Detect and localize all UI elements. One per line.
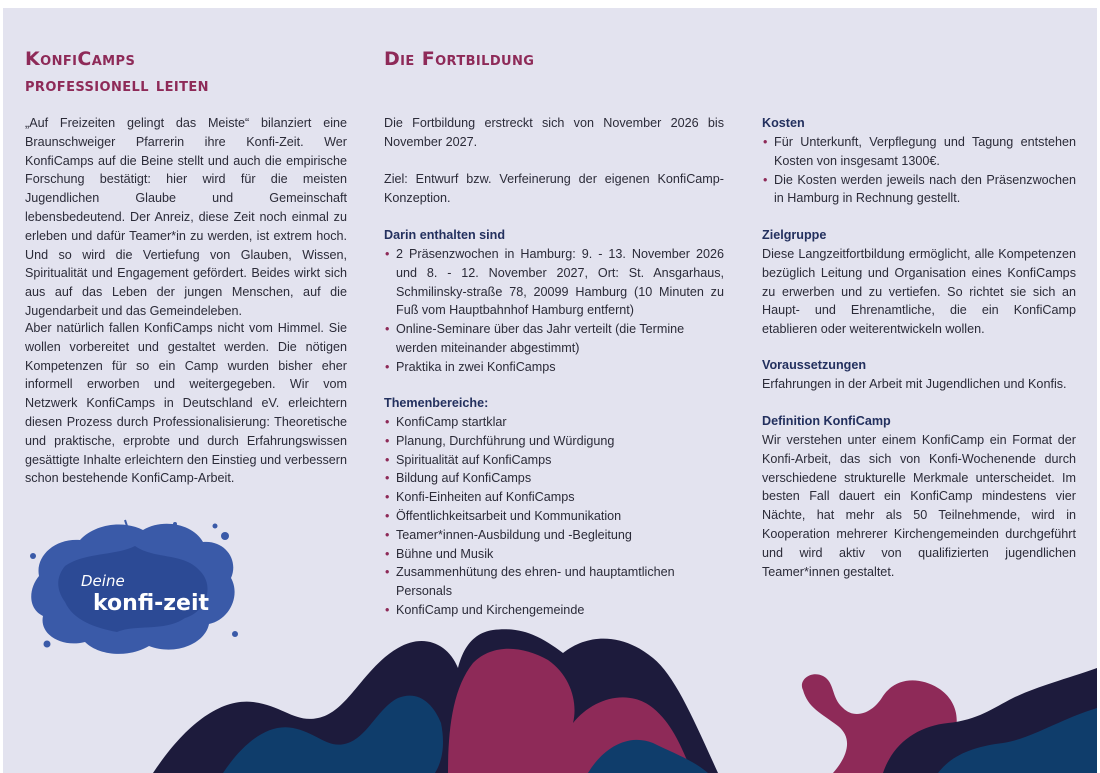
list-item: • Praktika in zwei KonfiCamps [384,358,724,377]
list-item: • Die Kosten werden jeweils nach den Präsenzwochen in Hamburg in Rechnung gestellt. [762,171,1076,209]
list-item: • KonfiCamp startklar [384,413,724,432]
definition-text: Wir verstehen unter einem KonfiCamp ein Format der Konfi-Arbeit, das sich von Konfi-Wochenende durch verschiedene strukturelle Merkmale unterscheidet. Im besten Fall dauert ein KonfiCamp mindestens vier Nächte, hat mehr als 50 Teilnehmende, wird in Kooperation mehrerer Kirchengemeinden durchgeführt und wird aktiv von qualifizierten jugendlichen Teamer*innen gestaltet. [762,433,1076,579]
training-intro: Die Fortbildung erstreckt sich von November 2026 bis November 2027. [384,116,724,149]
list-item: • Bildung auf KonfiCamps [384,469,724,488]
list-item: • Für Unterkunft, Verpflegung und Tagung entstehen Kosten von insgesamt 1300€. [762,133,1076,171]
target-heading: Zielgruppe [762,228,827,242]
requirements-text: Erfahrungen in der Arbeit mit Jugendlichen und Konfis. [762,377,1067,391]
requirements-heading: Voraussetzungen [762,358,867,372]
brochure-sheet [3,8,1097,773]
list-item: • Konfi-Einheiten auf KonfiCamps [384,488,724,507]
intro-paragraph-1: „Auf Freizeiten gelingt das Meiste“ bilanziert eine Braunschweiger Pfarrerin ihre Konfi-Zeit. Wer KonfiCamps auf die Beine stellt und auch die empirische Forschung bestätigt: hier wird für die meisten Jugendlichen Glaube und Gemeinschaft lebensbedeutend. Der Anreiz, diese Zeit noch einmal zu erleben und dafür Teamer*in zu werden, ist extrem hoch. Und so wird die Vertiefung von Glauben, Wissen, Spiritualität und Engagement gefördert. Beides wirkt sich aus auf das Leben der jungen Menschen, auf die Jugendarbeit und das Gemeindeleben. [25,116,347,318]
list-item: • 2 Präsenzwochen in Hamburg: 9. - 13. November 2026 und 8. - 12. November 2027, Ort: St. Ansgarhaus, Schmilinsky-straße 78, 20099 Hamburg (10 Minuten zu Fuß vom Hauptbahnhof Hamburg entfernt) [384,245,724,320]
list-item: • Öffentlichkeitsarbeit und Kommunikation [384,507,724,526]
target-text: Diese Langzeitfortbildung ermöglicht, alle Kompetenzen bezüglich Leitung und Organisation eines KonfiCamps zu erwerben und zu vertiefen. So richtet sie sich an Haupt- und Ehrenamtliche, die ein KonfiCamp etablieren oder weiterentwickeln wollen. [762,247,1076,337]
list-item: • Teamer*innen-Ausbildung und -Begleitung [384,526,724,545]
decorative-waves [3,8,1097,773]
logo-line-1: Deine [81,572,125,590]
included-heading: Darin enthalten sind [384,228,506,242]
list-item: • Bühne und Musik [384,545,724,564]
list-item: • KonfiCamp und Kirchengemeinde [384,601,724,620]
training-title: Die Fortbildung [384,48,535,70]
logo-line-2: konfi-zeit [93,591,210,616]
list-item: • Online-Seminare über das Jahr verteilt (die Termine werden miteinander abgestimmt) [384,320,724,358]
list-item: • Spiritualität auf KonfiCamps [384,451,724,470]
topics-heading: Themenbereiche: [384,396,489,410]
costs-heading: Kosten [762,116,805,130]
training-goal: Ziel: Entwurf bzw. Verfeinerung der eigenen KonfiCamp-Konzeption. [384,172,724,205]
title-line-1: KonfiCamps [25,48,136,70]
intro-paragraph-2: Aber natürlich fallen KonfiCamps nicht vom Himmel. Sie wollen vorbereitet und gestaltet werden. Die nötigen Kompetenzen für so ein Camp wurden bisher eher informell erworben und weitergegeben. Wir vom Netzwerk KonfiCamps in Deutschland eV. erleichtern diesen Prozess durch Professionalisierung: Theoretische und praktische, erprobte und durch Erfahrungswissen gesättigte Inhalte erleichtern den Einstieg und verbessern schon bestehende KonfiCamp-Arbeit. [25,321,347,486]
title-line-2: professionell leiten [25,74,209,96]
list-item: • Planung, Durchführung und Würdigung [384,432,724,451]
definition-heading: Definition KonfiCamp [762,414,891,428]
list-item: • Zusammenhütung des ehren- und hauptamtlichen Personals [384,563,724,601]
